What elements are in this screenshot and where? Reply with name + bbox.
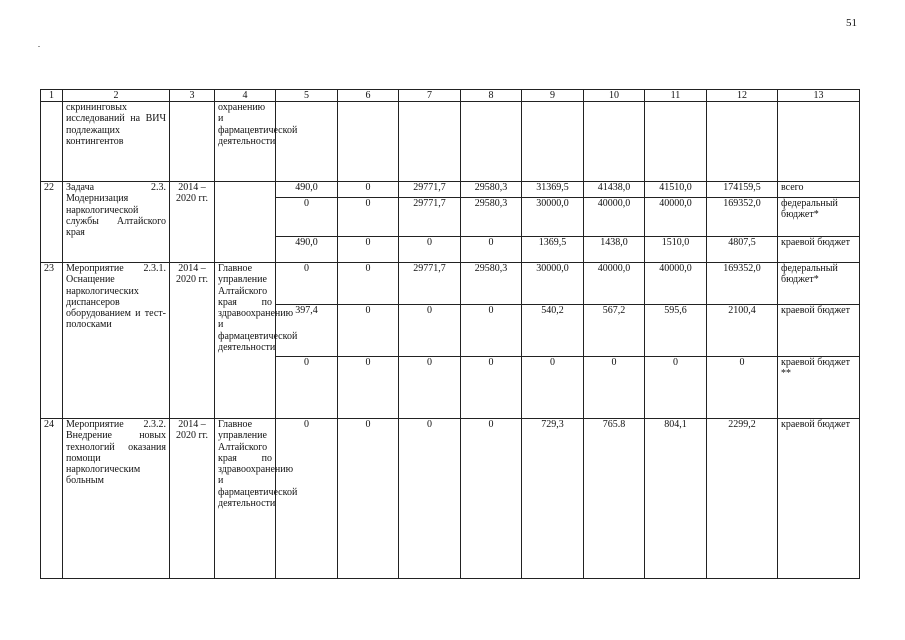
value-cell: 0: [461, 237, 522, 263]
value-cell: 1510,0: [645, 237, 707, 263]
value-cell: 0: [276, 357, 338, 419]
value-cell: 29771,7: [399, 182, 461, 198]
measure-name: скрининговых исследований на ВИЧ подлежащих контингентов: [63, 102, 170, 182]
value-cell: 0: [276, 198, 338, 237]
value-cell: 0: [707, 357, 778, 419]
value-cell: 2299,2: [707, 419, 778, 579]
funding-source: федеральный бюджет*: [778, 198, 860, 237]
row-number: 23: [41, 263, 63, 419]
table-row: [41, 182, 860, 198]
value-cell: 4807,5: [707, 237, 778, 263]
value-cell: 0: [338, 419, 399, 579]
value-cell: 0: [338, 182, 399, 198]
header-cell: 12: [707, 90, 778, 102]
value-cell: 567,2: [584, 305, 645, 357]
value-cell: 30000,0: [522, 263, 584, 305]
header-cell: 2: [63, 90, 170, 102]
value-cell: 40000,0: [584, 198, 645, 237]
period: 2014 – 2020 гг.: [170, 419, 215, 579]
value-cell: 40000,0: [584, 263, 645, 305]
measure-name: Мероприятие 2.3.2. Внедрение новых технологий оказания помощи наркологическим больным: [63, 419, 170, 579]
value-cell: 0: [584, 357, 645, 419]
value-cell: 41510,0: [645, 182, 707, 198]
value-cell: 490,0: [276, 237, 338, 263]
executor: Главное управление Алтайского края по здравоохранению и фармацевтической деятельности: [215, 419, 276, 579]
value-cell: 0: [338, 305, 399, 357]
header-cell: 7: [399, 90, 461, 102]
value-cell: 595,6: [645, 305, 707, 357]
value-cell: 169352,0: [707, 263, 778, 305]
period: 2014 – 2020 гг.: [170, 263, 215, 419]
executor: охранению и фармацевтической деятельности: [215, 102, 276, 182]
value-cell: 0: [276, 419, 338, 579]
measure-name: Задача 2.3. Модернизация наркологической службы Алтайского края: [63, 182, 170, 263]
value-cell: 29580,3: [461, 182, 522, 198]
value-cell: 0: [461, 419, 522, 579]
executor: Главное управление Алтайского края по здравоохранению и фармацевтической деятельности: [215, 263, 276, 419]
value-cell: 29580,3: [461, 198, 522, 237]
row-number: 22: [41, 182, 63, 263]
value-cell: 540,2: [522, 305, 584, 357]
measure-name: Мероприятие 2.3.1. Оснащение наркологических диспансеров оборудованием и тест-полосками: [63, 263, 170, 419]
table-row: [41, 419, 860, 579]
value-cell: 804,1: [645, 419, 707, 579]
value-cell: 0: [645, 357, 707, 419]
table-row: [41, 263, 860, 305]
value-cell: 0: [338, 198, 399, 237]
header-cell: 8: [461, 90, 522, 102]
value-cell: 169352,0: [707, 198, 778, 237]
value-cell: 0: [461, 305, 522, 357]
value-cell: 0: [276, 263, 338, 305]
header-cell: 6: [338, 90, 399, 102]
funding-source: краевой бюджет: [778, 305, 860, 357]
funding-source: всего: [778, 182, 860, 198]
value-cell: 40000,0: [645, 198, 707, 237]
header-cell: 4: [215, 90, 276, 102]
value-cell: 0: [338, 357, 399, 419]
value-cell: 0: [399, 419, 461, 579]
value-cell: 729,3: [522, 419, 584, 579]
funding-source: краевой бюджет: [778, 237, 860, 263]
header-cell: 5: [276, 90, 338, 102]
value-cell: 0: [399, 357, 461, 419]
value-cell: 174159,5: [707, 182, 778, 198]
value-cell: 490,0: [276, 182, 338, 198]
value-cell: 0: [338, 263, 399, 305]
value-cell: 0: [338, 237, 399, 263]
scan-mark: [38, 46, 40, 47]
value-cell: 29771,7: [399, 263, 461, 305]
value-cell: 41438,0: [584, 182, 645, 198]
budget-table: [40, 89, 860, 579]
value-cell: 0: [399, 237, 461, 263]
period: 2014 – 2020 гг.: [170, 182, 215, 263]
value-cell: 29580,3: [461, 263, 522, 305]
header-cell: 11: [645, 90, 707, 102]
value-cell: 0: [461, 357, 522, 419]
value-cell: 40000,0: [645, 263, 707, 305]
value-cell: 1438,0: [584, 237, 645, 263]
value-cell: 0: [399, 305, 461, 357]
value-cell: 765.8: [584, 419, 645, 579]
value-cell: 30000,0: [522, 198, 584, 237]
value-cell: 1369,5: [522, 237, 584, 263]
header-cell: 1: [41, 90, 63, 102]
funding-source: краевой бюджет: [778, 419, 860, 579]
header-cell: 10: [584, 90, 645, 102]
funding-source: краевой бюджет **: [778, 357, 860, 419]
row-number: 24: [41, 419, 63, 579]
value-cell: 0: [522, 357, 584, 419]
page-number: 51: [846, 17, 857, 29]
header-cell: 9: [522, 90, 584, 102]
header-cell: 13: [778, 90, 860, 102]
value-cell: 29771,7: [399, 198, 461, 237]
value-cell: 31369,5: [522, 182, 584, 198]
value-cell: 2100,4: [707, 305, 778, 357]
header-cell: 3: [170, 90, 215, 102]
table-row: [41, 102, 860, 182]
value-cell: 397,4: [276, 305, 338, 357]
header-row: [41, 90, 860, 102]
funding-source: федеральный бюджет*: [778, 263, 860, 305]
